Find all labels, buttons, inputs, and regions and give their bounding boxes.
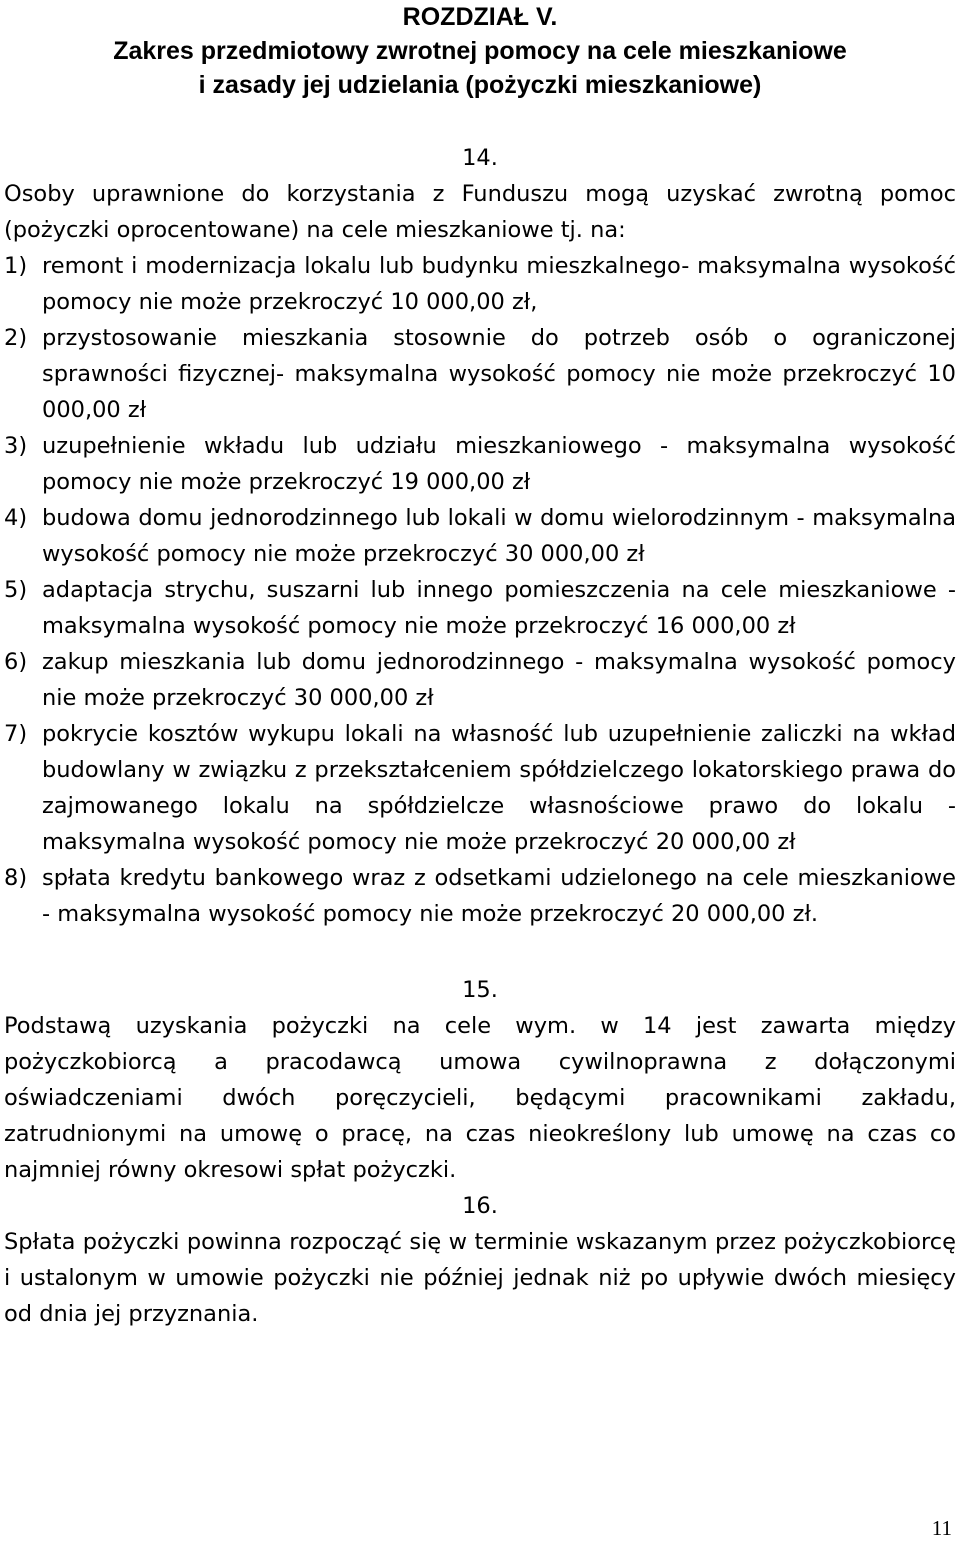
list-item-text: spłata kredytu bankowego wraz z odsetkami udzielonego na cele mieszkaniowe - maksymalna wysokość pomocy nie może przekroczyć 20 000,00 zł. bbox=[42, 865, 956, 927]
list-item-text: uzupełnienie wkładu lub udziału mieszkaniowego - maksymalna wysokość pomocy nie może przekroczyć 19 000,00 zł bbox=[42, 433, 956, 495]
list-item bbox=[4, 320, 956, 428]
chapter-title: ROZDZIAŁ V. bbox=[402, 3, 558, 31]
list-item bbox=[4, 248, 956, 320]
list-item-number: 5) bbox=[4, 577, 28, 603]
section-15-text: Podstawą uzyskania pożyczki na cele wym. w 14 jest zawarta między pożyczkobiorcą a pracodawcą umowa cywilnoprawna z dołączonymi oświadczeniami dwóch poręczycieli, będącymi pracownikami zakładu, zatrudnionymi na umowę o pracę, na czas nieokreślony lub umowę na czas co najmniej równy okresowi spłat pożyczki. bbox=[4, 1013, 956, 1183]
list-item bbox=[4, 644, 956, 716]
section-14-list bbox=[0, 248, 960, 932]
list-item bbox=[4, 500, 956, 572]
list-item-number: 3) bbox=[4, 433, 28, 459]
list-item-number: 6) bbox=[4, 649, 28, 675]
section-16-text: Spłata pożyczki powinna rozpocząć się w terminie wskazanym przez pożyczkobiorcę i ustalonym w umowie pożyczki nie później jednak niż po upływie dwóch miesięcy od dnia jej przyznania. bbox=[4, 1229, 956, 1327]
list-item-text: adaptacja strychu, suszarni lub innego pomieszczenia na cele mieszkaniowe - maksymalna wysokość pomocy nie może przekroczyć 16 000,00 zł bbox=[42, 577, 956, 639]
list-item-number: 7) bbox=[4, 721, 28, 747]
chapter-subtitle-line1: Zakres przedmiotowy zwrotnej pomocy na cele mieszkaniowe bbox=[113, 37, 847, 65]
section-15-mark: 15. bbox=[462, 977, 498, 1003]
list-item-number: 1) bbox=[4, 253, 28, 279]
list-item-number: 4) bbox=[4, 505, 28, 531]
page-number: 11 bbox=[931, 1516, 952, 1540]
section-14-mark: 14. bbox=[462, 145, 498, 171]
section-14-intro: Osoby uprawnione do korzystania z Funduszu mogą uzyskać zwrotną pomoc (pożyczki oprocentowane) na cele mieszkaniowe tj. na: bbox=[4, 181, 956, 243]
chapter-heading bbox=[0, 0, 960, 102]
list-item-text: pokrycie kosztów wykupu lokali na własność lub uzupełnienie zaliczki na wkład budowlany w związku z przekształceniem spółdzielczego lokatorskiego prawa do zajmowanego lokalu na spółdzielcze własnościowe prawo do lokalu - maksymalna wysokość pomocy nie może przekroczyć 20 000,00 zł bbox=[42, 721, 956, 855]
list-item bbox=[4, 572, 956, 644]
chapter-subtitle-line2: i zasady jej udzielania (pożyczki mieszkaniowe) bbox=[198, 71, 762, 99]
list-item bbox=[4, 860, 956, 932]
list-item-number: 2) bbox=[4, 325, 28, 351]
list-item-text: zakup mieszkania lub domu jednorodzinnego - maksymalna wysokość pomocy nie może przekroczyć 30 000,00 zł bbox=[42, 649, 956, 711]
list-item-text: budowa domu jednorodzinnego lub lokali w domu wielorodzinnym - maksymalna wysokość pomocy nie może przekroczyć 30 000,00 zł bbox=[42, 505, 956, 567]
section-16-mark: 16. bbox=[462, 1193, 498, 1219]
list-item bbox=[4, 428, 956, 500]
list-item bbox=[4, 716, 956, 860]
list-item-text: remont i modernizacja lokalu lub budynku mieszkalnego- maksymalna wysokość pomocy nie może przekroczyć 10 000,00 zł, bbox=[42, 253, 956, 315]
list-item-text: przystosowanie mieszkania stosownie do potrzeb osób o ograniczonej sprawności fizycznej- maksymalna wysokość pomocy nie może przekroczyć 10 000,00 zł bbox=[42, 325, 956, 423]
list-item-number: 8) bbox=[4, 865, 28, 891]
